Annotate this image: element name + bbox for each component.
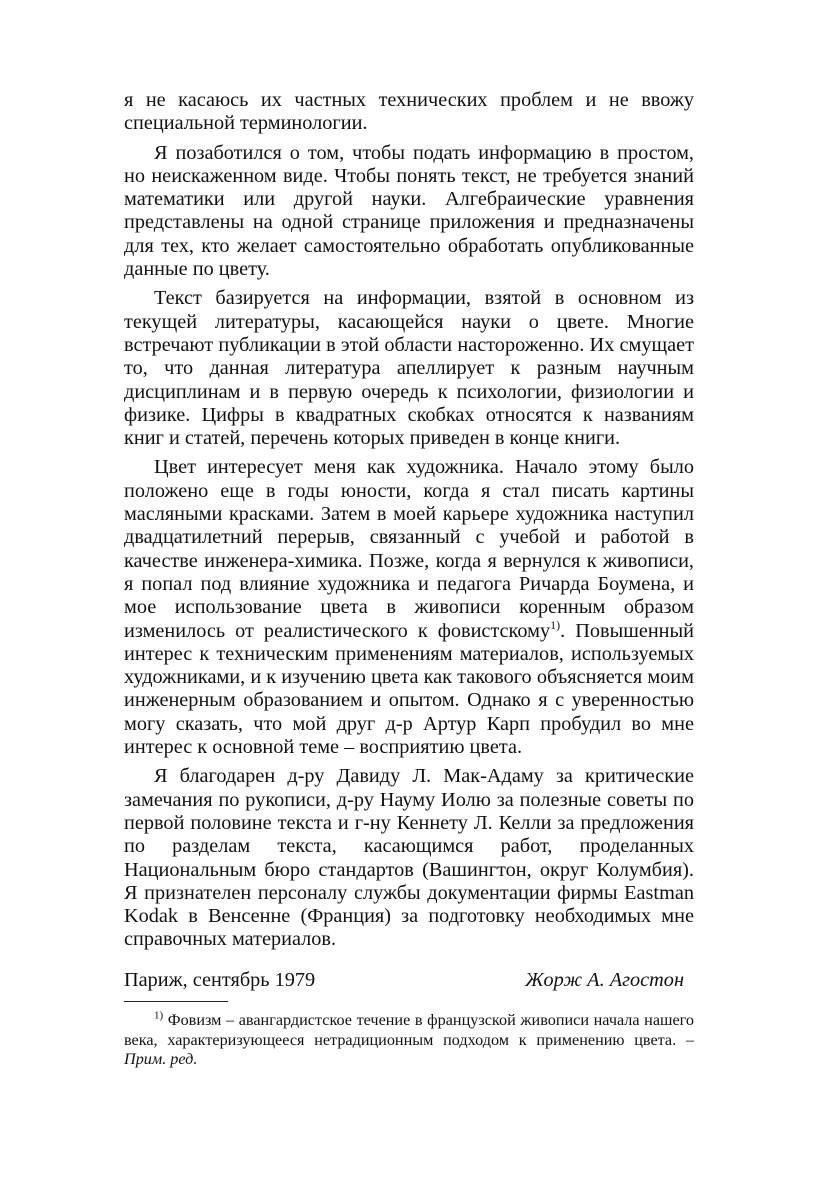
paragraph-sources: Текст базируется на информации, взятой в основном из текущей литературы, касающейся науки о цвете. Многие встречают публикации в этой области настороженно. Их смущает то, что данная литература апеллирует к разным научным дисциплинам и в первую очередь к психологии, физиологии и физике. Цифры в квадратных скобках относятся к названиям книг и статей, перечень которых приведен в конце книги. — [124, 287, 694, 450]
paragraph-acknowledgements: Я благодарен д-ру Давиду Л. Мак-Адаму за критические замечания по рукописи, д-ру Науму Иолю за полезные советы по первой половине текста и г-ну Кеннету Л. Келли за предложения по разделам текста, касающимся работ, проделанных Национальным бюро стандартов (Вашингтон, округ Колумбия). Я признателен персоналу службы документации фирмы Eastman Kodak в Венсенне (Франция) за подготовку необходимых мне справочных материалов. — [124, 765, 694, 951]
signature-line — [124, 969, 684, 995]
paragraph-author-background — [124, 456, 694, 759]
signature-author: Жорж А. Агостон — [525, 969, 684, 991]
footnote-text: Фовизм – авангардистское течение в французской живописи начала нашего века, характеризующееся нетрадиционным подходом к применению цвета. – — [124, 1011, 694, 1049]
paragraph-continuation: я не касаюсь их частных технических проблем и не ввожу специальной терминологии. — [124, 89, 694, 135]
footnote-editor-note: Прим. ред. — [124, 1050, 198, 1068]
signature-place-date: Париж, сентябрь 1979 — [124, 969, 316, 991]
body-text — [124, 89, 694, 958]
footnote — [124, 1011, 694, 1070]
footnote-mark: 1) — [154, 1009, 164, 1022]
paragraph-author-background-start: Цвет интересует меня как художника. Начало этому было положено еще в годы юности, когда я стал писать картины масляными красками. Затем в моей карьере художника наступил двадцатилетний перерыв, связанный с учебой и работой в качестве инженера-химика. Позже, когда я вернулся к живописи, я попал под влияние художника и педагога Ричарда Боумена, и мое использование цвета в живописи коренным образом изменилось от реалистического к фовистскому — [124, 456, 694, 642]
footnote-reference: 1) — [550, 617, 561, 632]
paragraph-presentation: Я позаботился о том, чтобы подать информацию в простом, но неискаженном виде. Чтобы понять текст, не требуется знаний математики или другой науки. Алгебраические уравнения представлены на одной странице приложения и предназначены для тех, кто желает самостоятельно обработать опубликованные данные по цвету. — [124, 141, 694, 281]
paragraph-author-background-end: . Повышенный интерес к техническим применениям материалов, используемых художниками, и к изучению цвета как такового объясняется моим инженерным образованием и опытом. Однако я с уверенностью могу сказать, что мой друг д-р Артур Карп пробудил во мне интерес к основной теме – восприятию цвета. — [124, 619, 695, 759]
footnote-divider — [124, 1001, 228, 1002]
